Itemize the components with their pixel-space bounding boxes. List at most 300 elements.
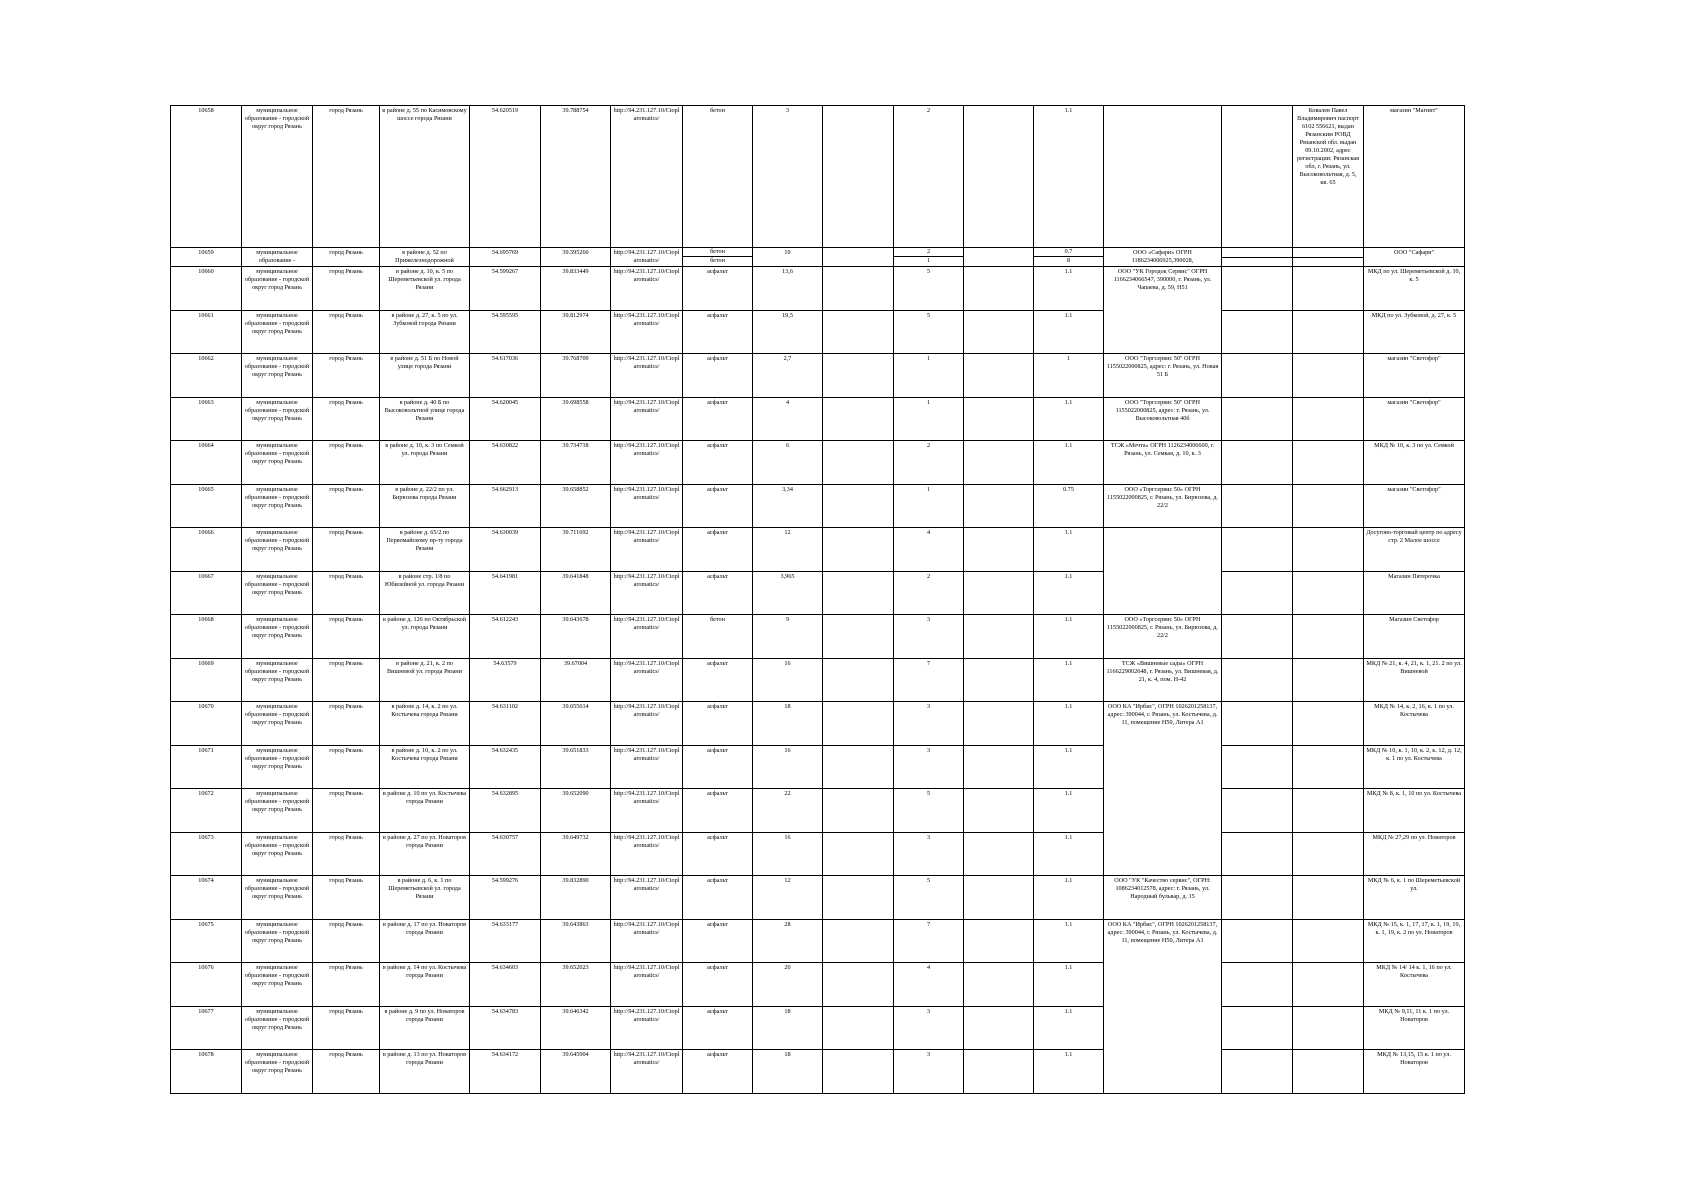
cell-id: 10659 xyxy=(171,248,242,267)
cell-volume: 1.1 xyxy=(1034,397,1104,441)
cell-area: 3 xyxy=(753,106,823,248)
cell-area: 16 xyxy=(753,832,823,876)
cell-empty xyxy=(964,106,1034,248)
table-row xyxy=(171,919,1465,963)
cell-cover: асфальт xyxy=(683,919,753,963)
cell-area: 4 xyxy=(753,397,823,441)
cell-empty xyxy=(964,1006,1034,1050)
cell-latitude: 54.620519 xyxy=(470,106,541,248)
cell-url: http://94.231.127.10/Ctoplaromatics/ xyxy=(611,310,683,354)
cell-empty xyxy=(964,441,1034,485)
table-row xyxy=(171,248,1465,267)
cell-owner: ООО "Торгсервис 50" ОГРН 1155022000825, адрес: г. Рязань, ул. Новая 51 Б xyxy=(1104,354,1222,398)
cell-url: http://94.231.127.10/Ctoplaromatics/ xyxy=(611,615,683,659)
cell-object: ООО "Сафари" xyxy=(1364,248,1465,267)
cell-area: 13,6 xyxy=(753,267,823,311)
cell-empty xyxy=(964,571,1034,615)
cell-owner: ООО КА "Ирбис", ОГРН 1026201258137, адрес: 390044, г. Рязань, ул. Костычева, д. 11, помещение Н50, Литера А1 xyxy=(1104,919,1222,1093)
cell-area: 9 xyxy=(753,615,823,659)
cell-latitude: 54.633177 xyxy=(470,919,541,963)
cell-url: http://94.231.127.10/Ctoplaromatics/ xyxy=(611,1050,683,1094)
cell-owner: ООО «Торгсервис 50» ОГРН 1155022000825, г. Рязань, ул. Бирюзова, д. 22/2 xyxy=(1104,615,1222,659)
cell-empty xyxy=(1222,702,1293,746)
cell-empty xyxy=(823,1006,894,1050)
cell-address: в районе д. 10 по ул. Костычева города Рязани xyxy=(380,789,470,833)
cell-count: 7 xyxy=(894,658,964,702)
cell-cover: асфальт xyxy=(683,571,753,615)
cell-address: в районе д. 126 по Октябрьской ул. города Рязани xyxy=(380,615,470,659)
cell-owner: ООО "УК "Качество сервис", ОГРН: 1086234012578, адрес: г. Рязань, ул. Народный бульвар, д. 15 xyxy=(1104,876,1222,920)
cell-area: 12 xyxy=(753,528,823,572)
cell-longitude: 39.768709 xyxy=(541,354,611,398)
cell-volume: 0.7 xyxy=(1034,248,1103,257)
cell-municipality: муниципальное образование - городской округ город Рязань xyxy=(242,919,313,963)
table-row xyxy=(171,1006,1465,1050)
cell-area: 18 xyxy=(753,1006,823,1050)
cell-object: МКД № 15, к. 1, 17, 17, к. 1, 19, 19, к. 1, 19, к. 2 по ул. Новаторов xyxy=(1364,919,1465,963)
cell-latitude: 54.612243 xyxy=(470,615,541,659)
cell-longitude: 39.67004 xyxy=(541,658,611,702)
table-row xyxy=(171,832,1465,876)
cell-latitude: 54.620045 xyxy=(470,397,541,441)
cell-longitude: 39.641848 xyxy=(541,571,611,615)
cell-url: http://94.231.127.10/Ctoplaromatics/ xyxy=(611,963,683,1007)
cell-object: магазин "Светофор" xyxy=(1364,354,1465,398)
cell-empty xyxy=(823,571,894,615)
cell-count: 3 xyxy=(894,615,964,659)
cell-area: 3,965 xyxy=(753,571,823,615)
cell-municipality: муниципальное образование - городской округ город Рязань xyxy=(242,1006,313,1050)
cell-latitude: 54.595595 xyxy=(470,310,541,354)
cell-empty xyxy=(1222,267,1293,311)
cell-empty xyxy=(823,267,894,311)
cell-object: МКД по ул. Зубковой, д. 27, к. 5 xyxy=(1364,310,1465,354)
cell-object: МКД № 14/ 14 к. 1, 16 по ул. Костычева xyxy=(1364,963,1465,1007)
cell-object: магазин "Светофор" xyxy=(1364,397,1465,441)
cell-municipality: муниципальное образование - городской округ город Рязань xyxy=(242,963,313,1007)
cell-owner: ТСЖ «Вишневые сады» ОГРН 1166229002648, г. Рязань, ул. Вишневая, д. 21, к. 4, пом. Н-42 xyxy=(1104,658,1222,702)
cell-latitude: 54.631102 xyxy=(470,702,541,746)
cell-owner xyxy=(1104,106,1222,248)
table-row xyxy=(171,1050,1465,1094)
cell-url: http://94.231.127.10/Ctoplaromatics/ xyxy=(611,1006,683,1050)
cell-town: город Рязань xyxy=(313,397,380,441)
cell-empty xyxy=(964,528,1034,572)
cell-latitude: 54.634783 xyxy=(470,1006,541,1050)
cell-address: в районе д. 52 по Прижелезнодорожной xyxy=(380,248,470,267)
cell-count: 1 xyxy=(894,354,964,398)
table-row xyxy=(171,528,1465,572)
cell-empty xyxy=(964,832,1034,876)
cell-cover: бетон xyxy=(683,248,752,257)
cell-url: http://94.231.127.10/Ctoplaromatics/ xyxy=(611,354,683,398)
cell-town: город Рязань xyxy=(313,441,380,485)
cell-address: в районе д. 6, к. 1 по Шереметьевской ул. города Рязани xyxy=(380,876,470,920)
cell-count: 7 xyxy=(894,919,964,963)
cell-longitude: 39.734718 xyxy=(541,441,611,485)
cell-count: 3 xyxy=(894,1050,964,1094)
table-row xyxy=(171,310,1465,354)
cell-volume: 1 xyxy=(1034,354,1104,398)
waste-sites-table xyxy=(170,105,1465,1094)
cell-address: в районе д. 51 Б по Новой улице города Рязани xyxy=(380,354,470,398)
cell-area: 20 xyxy=(753,963,823,1007)
cell-area: 3,34 xyxy=(753,484,823,528)
cell-empty xyxy=(1222,963,1293,1007)
cell-object: МКД № 27,29 по ул. Новаторов xyxy=(1364,832,1465,876)
cell-empty xyxy=(964,484,1034,528)
cell-source xyxy=(1293,745,1364,789)
cell-id: 10675 xyxy=(171,919,242,963)
cell-source xyxy=(1293,832,1364,876)
cell-longitude: 39.832890 xyxy=(541,876,611,920)
cell-owner: ООО "Торгсервис 50" ОГРН 1155022000825, адрес: г. Рязань, ул. Высоковольтная 40б xyxy=(1104,397,1222,441)
cell-count: 3 xyxy=(894,1006,964,1050)
cell-latitude: 54.630039 xyxy=(470,528,541,572)
cell-cover: асфальт xyxy=(683,267,753,311)
cell-empty xyxy=(1222,441,1293,485)
cell-url: http://94.231.127.10/Ctoplaromatics/ xyxy=(611,919,683,963)
cell-longitude: 39.658852 xyxy=(541,484,611,528)
cell-empty xyxy=(1222,571,1293,615)
cell-latitude: 54.599267 xyxy=(470,267,541,311)
table-row xyxy=(171,571,1465,615)
cell-empty xyxy=(823,702,894,746)
cell-empty xyxy=(823,876,894,920)
cell-volume: 1.1 xyxy=(1034,832,1104,876)
cell-town: город Рязань xyxy=(313,963,380,1007)
cell-id: 10668 xyxy=(171,615,242,659)
cell-empty xyxy=(964,248,1034,267)
cell-town: город Рязань xyxy=(313,789,380,833)
cell-count: 1 xyxy=(894,484,964,528)
cell-address: в районе д. 27, к. 5 по ул. Зубковой города Рязани xyxy=(380,310,470,354)
cell-volume: 1.1 xyxy=(1034,528,1104,572)
cell-empty xyxy=(823,1050,894,1094)
cell-municipality: муниципальное образование - городской округ город Рязань xyxy=(242,267,313,311)
cell-empty xyxy=(823,963,894,1007)
cell-area: 2,7 xyxy=(753,354,823,398)
cell-address: в районе д. 14 по ул. Костычева города Рязани xyxy=(380,963,470,1007)
cell-address: в районе д. 10, к. 5 по Шереметьевской ул. города Рязани xyxy=(380,267,470,311)
cell-source xyxy=(1293,484,1364,528)
cell-id: 10673 xyxy=(171,832,242,876)
cell-longitude: 39.788754 xyxy=(541,106,611,248)
cell-town: город Рязань xyxy=(313,702,380,746)
cell-municipality: муниципальное образование - городской округ город Рязань xyxy=(242,354,313,398)
cell-id: 10667 xyxy=(171,571,242,615)
table-row xyxy=(171,876,1465,920)
cell-count: 1 xyxy=(894,397,964,441)
cell-empty xyxy=(1222,658,1293,702)
cell-count: 1 xyxy=(926,257,931,264)
cell-municipality: муниципальное образование - городской округ город Рязань xyxy=(242,832,313,876)
cell-id: 10666 xyxy=(171,528,242,572)
cell-url: http://94.231.127.10/Ctoplaromatics/ xyxy=(611,248,683,267)
cell-cover: асфальт xyxy=(683,1006,753,1050)
cell-area: 16 xyxy=(753,658,823,702)
cell-empty xyxy=(823,832,894,876)
cell-count: 2 xyxy=(894,571,964,615)
cell-empty xyxy=(1222,310,1293,354)
cell-longitude: 39.643863 xyxy=(541,919,611,963)
cell-longitude: 39.643678 xyxy=(541,615,611,659)
cell-count: 3 xyxy=(894,832,964,876)
cell-town: город Рязань xyxy=(313,484,380,528)
cell-cover: асфальт xyxy=(683,441,753,485)
cell-source xyxy=(1293,441,1364,485)
cell-volume: 0.75 xyxy=(1034,484,1104,528)
cell-empty xyxy=(823,354,894,398)
cell-area: 18 xyxy=(753,702,823,746)
cell-empty xyxy=(1222,484,1293,528)
cell-volume: 1.1 xyxy=(1034,876,1104,920)
cell-town: город Рязань xyxy=(313,832,380,876)
cell-count: 5 xyxy=(894,876,964,920)
cell-cover-split xyxy=(683,248,753,267)
cell-latitude: 54.632895 xyxy=(470,789,541,833)
cell-municipality: муниципальное образование - городской округ город Рязань xyxy=(242,1050,313,1094)
cell-url: http://94.231.127.10/Ctoplaromatics/ xyxy=(611,789,683,833)
cell-source xyxy=(1293,919,1364,963)
cell-url: http://94.231.127.10/Ctoplaromatics/ xyxy=(611,745,683,789)
cell-count: 3 xyxy=(894,702,964,746)
cell-municipality: муниципальное образование - городской округ город Рязань xyxy=(242,528,313,572)
cell-longitude: 39.652090 xyxy=(541,789,611,833)
cell-volume: 1.1 xyxy=(1034,441,1104,485)
cell-cover: асфальт xyxy=(683,354,753,398)
cell-town: город Рязань xyxy=(313,354,380,398)
cell-area: 22 xyxy=(753,789,823,833)
cell-volume: 1.1 xyxy=(1034,1050,1104,1094)
cell-empty xyxy=(1222,106,1293,248)
cell-empty xyxy=(823,528,894,572)
cell-area: 12 xyxy=(753,876,823,920)
cell-area: 6 xyxy=(753,441,823,485)
cell-object: МКД № 10, к. 1, 10, к. 2, к. 12, д. 12, к. 1 по ул. Костычева xyxy=(1364,745,1465,789)
cell-empty xyxy=(1222,789,1293,833)
cell-address: в районе д. 21, к. 2 по Вишневой ул. города Рязани xyxy=(380,658,470,702)
cell-cover: асфальт xyxy=(683,876,753,920)
cell-address: в районе стр. 1/8 по Юбилейной ул. города Рязани xyxy=(380,571,470,615)
cell-id: 10670 xyxy=(171,702,242,746)
cell-longitude: 39.812974 xyxy=(541,310,611,354)
cell-latitude: 54.599276 xyxy=(470,876,541,920)
cell-address: в районе д. 13 по ул. Новаторов города Рязани xyxy=(380,1050,470,1094)
cell-longitude: 39.646342 xyxy=(541,1006,611,1050)
cell-cover: асфальт xyxy=(683,702,753,746)
cell-object: МКД № 21, к. 4, 21, к. 1, 21. 2 по ул. Вишневой xyxy=(1364,658,1465,702)
cell-volume: 1.1 xyxy=(1034,702,1104,746)
cell-volume: 1.1 xyxy=(1034,963,1104,1007)
cell-id: 10665 xyxy=(171,484,242,528)
cell-town: город Рязань xyxy=(313,615,380,659)
table-row xyxy=(171,484,1465,528)
cell-longitude: 39.655614 xyxy=(541,702,611,746)
cell-cover: асфальт xyxy=(683,484,753,528)
cell-municipality: муниципальное образование - городской округ город Рязань xyxy=(242,397,313,441)
cell-cover: асфальт xyxy=(683,528,753,572)
cell-count: 5 xyxy=(894,267,964,311)
cell-municipality: муниципальное образование - городской округ город Рязань xyxy=(242,615,313,659)
cell-id: 10664 xyxy=(171,441,242,485)
cell-owner xyxy=(1104,528,1222,615)
cell-empty xyxy=(823,397,894,441)
cell-cover: асфальт xyxy=(683,310,753,354)
cell-owner: ООО "УК Городок Сервис" ОГРН 1166234066547, 390000, г. Рязань, ул. Чапаева, д. 59, Н51 xyxy=(1104,267,1222,354)
table-row xyxy=(171,615,1465,659)
cell-cover: асфальт xyxy=(683,397,753,441)
cell-object: МКД по ул. Шереметьевской д. 10, к. 5 xyxy=(1364,267,1465,311)
cell-empty xyxy=(964,1050,1034,1094)
cell-municipality: муниципальное образование - городской округ город Рязань xyxy=(242,310,313,354)
cell-source xyxy=(1293,397,1364,441)
cell-longitude: 39.833449 xyxy=(541,267,611,311)
cell-owner: ТСЖ «Мечта» ОГРН 1126234006600, г. Рязань, ул. Семкая, д. 10, к. 3 xyxy=(1104,441,1222,485)
cell-empty xyxy=(964,919,1034,963)
cell-area: 28 xyxy=(753,919,823,963)
cell-volume: 1.1 xyxy=(1034,106,1104,248)
table-row xyxy=(171,441,1465,485)
cell-id: 10674 xyxy=(171,876,242,920)
cell-empty xyxy=(823,310,894,354)
cell-source xyxy=(1293,1050,1364,1094)
cell-empty xyxy=(964,397,1034,441)
cell-source xyxy=(1293,876,1364,920)
table-row xyxy=(171,267,1465,311)
cell-cover: асфальт xyxy=(683,789,753,833)
cell-town: город Рязань xyxy=(313,310,380,354)
cell-cover: бетон xyxy=(683,615,753,659)
cell-volume: 1.1 xyxy=(1034,571,1104,615)
cell-owner: ООО «Сафари» ОГРН 1186234006925,390028, xyxy=(1104,248,1222,267)
cell-url: http://94.231.127.10/Ctoplaromatics/ xyxy=(611,876,683,920)
cell-object: МКД № 14, к. 2, 16, к. 1 по ул. Костычева xyxy=(1364,702,1465,746)
cell-cover: асфальт xyxy=(683,1050,753,1094)
cell-source xyxy=(1293,702,1364,746)
cell-address: в районе д. 17 по ул. Новаторов города Рязани xyxy=(380,919,470,963)
table-row xyxy=(171,963,1465,1007)
cell-url: http://94.231.127.10/Ctoplaromatics/ xyxy=(611,106,683,248)
cell-address: в районе д. 14, к. 2 по ул. Костычева города Рязани xyxy=(380,702,470,746)
table-row xyxy=(171,702,1465,746)
cell-owner: ООО «Торгсервис 50» ОГРН 1155022000825, г. Рязань, ул. Бирюзова, д. 22/2 xyxy=(1104,484,1222,528)
cell-latitude: 54.632435 xyxy=(470,745,541,789)
cell-town: город Рязань xyxy=(313,1006,380,1050)
cell-longitude: 39.698558 xyxy=(541,397,611,441)
cell-municipality: муниципальное образование - городской округ город Рязань xyxy=(242,876,313,920)
cell-address: в районе д. 27 по ул. Новаторов города Рязани xyxy=(380,832,470,876)
cell-cover: асфальт xyxy=(683,832,753,876)
cell-empty xyxy=(1222,1050,1293,1094)
cell-count: 2 xyxy=(894,248,963,257)
cell-count-split xyxy=(894,248,964,267)
cell-source xyxy=(1293,615,1364,659)
cell-id: 10662 xyxy=(171,354,242,398)
cell-volume: 1.1 xyxy=(1034,919,1104,963)
cell-empty xyxy=(1222,248,1293,267)
cell-empty xyxy=(964,876,1034,920)
cell-volume: 1.1 xyxy=(1034,1006,1104,1050)
cell-latitude: 54.634172 xyxy=(470,1050,541,1094)
cell-id: 10663 xyxy=(171,397,242,441)
cell-empty xyxy=(1222,832,1293,876)
cell-cover: асфальт xyxy=(683,963,753,1007)
cell-id: 10669 xyxy=(171,658,242,702)
cell-latitude: 54.634603 xyxy=(470,963,541,1007)
cell-object: МКД № 9,11, 11 к. 1 по ул. Новаторов xyxy=(1364,1006,1465,1050)
cell-empty xyxy=(1222,397,1293,441)
cell-volume: 8 xyxy=(1066,257,1071,264)
cell-object: МКД № 8, к. 1, 10 по ул. Костычева xyxy=(1364,789,1465,833)
cell-empty xyxy=(823,745,894,789)
cell-area: 16 xyxy=(753,745,823,789)
cell-municipality: муниципальное образование - городской округ город Рязань xyxy=(242,745,313,789)
cell-town: город Рязань xyxy=(313,248,380,267)
cell-empty xyxy=(964,267,1034,311)
cell-address: в районе д. 40 Б по Высоковольтной улице города Рязани xyxy=(380,397,470,441)
cell-empty xyxy=(964,354,1034,398)
cell-volume: 1.1 xyxy=(1034,789,1104,833)
cell-address: в районе д. 55 по Касимовскому шоссе города Рязани xyxy=(380,106,470,248)
cell-source xyxy=(1293,248,1364,267)
cell-municipality: муниципальное образование - xyxy=(242,248,313,267)
cell-longitude: 39.649732 xyxy=(541,832,611,876)
cell-id: 10677 xyxy=(171,1006,242,1050)
cell-source xyxy=(1293,267,1364,311)
cell-id: 10672 xyxy=(171,789,242,833)
cell-empty xyxy=(1222,876,1293,920)
cell-volume: 1.1 xyxy=(1034,310,1104,354)
cell-count: 3 xyxy=(894,745,964,789)
cell-municipality: муниципальное образование - городской округ город Рязань xyxy=(242,658,313,702)
cell-town: город Рязань xyxy=(313,267,380,311)
cell-empty xyxy=(1222,1006,1293,1050)
cell-url: http://94.231.127.10/Ctoplaromatics/ xyxy=(611,702,683,746)
cell-address: в районе д. 9 по ул. Новаторов города Рязани xyxy=(380,1006,470,1050)
cell-cover: бетон xyxy=(683,106,753,248)
cell-url: http://94.231.127.10/Ctoplaromatics/ xyxy=(611,658,683,702)
cell-url: http://94.231.127.10/Ctoplaromatics/ xyxy=(611,484,683,528)
cell-latitude: 54.630822 xyxy=(470,441,541,485)
cell-empty xyxy=(823,615,894,659)
cell-id: 10661 xyxy=(171,310,242,354)
cell-town: город Рязань xyxy=(313,745,380,789)
cell-count: 2 xyxy=(894,106,964,248)
cell-object: МКД № 13,15, 15 к. 1 по ул. Новаторов xyxy=(1364,1050,1465,1094)
cell-id: 10658 xyxy=(171,106,242,248)
cell-latitude: 54.695769 xyxy=(470,248,541,267)
cell-object: Магазин Светофор xyxy=(1364,615,1465,659)
register-sheet xyxy=(170,105,1462,1094)
cell-source xyxy=(1293,354,1364,398)
cell-cover: асфальт xyxy=(683,745,753,789)
cell-latitude: 54.662913 xyxy=(470,484,541,528)
cell-longitude: 39.711692 xyxy=(541,528,611,572)
cell-latitude: 54.63579 xyxy=(470,658,541,702)
cell-url: http://94.231.127.10/Ctoplaromatics/ xyxy=(611,441,683,485)
cell-volume: 1.1 xyxy=(1034,267,1104,311)
cell-source xyxy=(1293,789,1364,833)
cell-empty xyxy=(964,789,1034,833)
cell-url: http://94.231.127.10/Ctoplaromatics/ xyxy=(611,832,683,876)
cell-town: город Рязань xyxy=(313,876,380,920)
cell-area: 18 xyxy=(753,1050,823,1094)
cell-url: http://94.231.127.10/Ctoplaromatics/ xyxy=(611,571,683,615)
cell-town: город Рязань xyxy=(313,658,380,702)
cell-url: http://94.231.127.10/Ctoplaromatics/ xyxy=(611,397,683,441)
cell-source xyxy=(1293,310,1364,354)
